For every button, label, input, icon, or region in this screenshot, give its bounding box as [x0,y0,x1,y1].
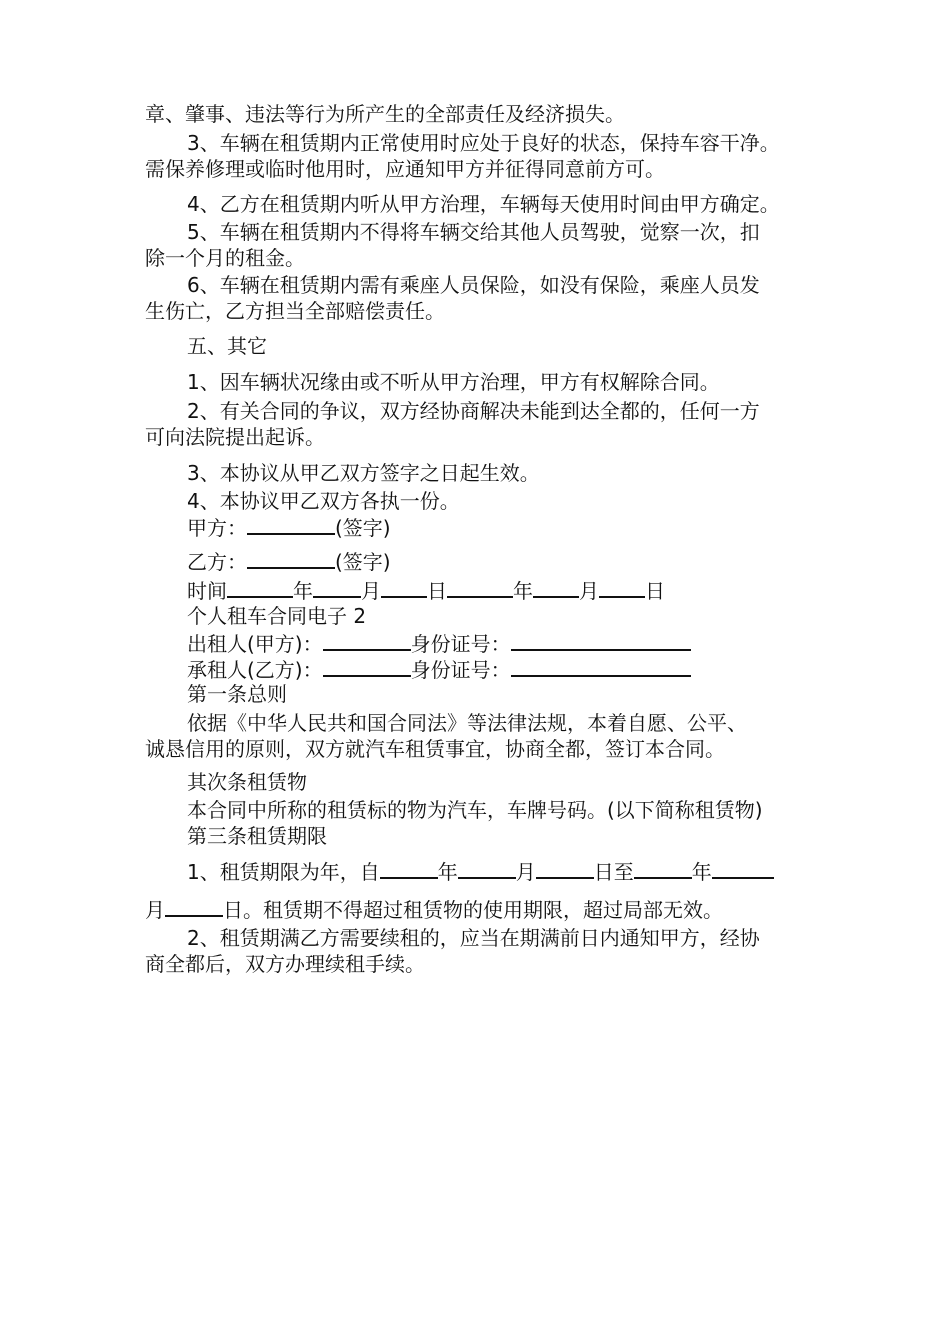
signature-suffix: (签字) [335,516,391,540]
term-line [187,859,774,884]
id-label: 身份证号： [410,632,511,656]
date-blank[interactable] [447,578,513,598]
month-text: 月 [515,860,536,884]
date-blank[interactable] [313,578,361,598]
date-blank[interactable] [227,578,293,598]
contract-title: 个人租车合同电子 2 [187,604,367,628]
signature-suffix: (签字) [335,550,391,574]
lessor-line [187,631,691,656]
date-blank[interactable] [634,859,692,879]
text-line: 需保养修理或临时他用时，应通知甲方并征得同意前方可。 [145,157,665,181]
lessee-label: 承租人(乙方)： [187,658,323,682]
month-text: 月 [579,579,599,603]
lessee-name-blank[interactable] [323,657,411,677]
text-line: 生伤亡，乙方担当全部赔偿责任。 [145,299,445,323]
month-text: 月 [361,579,381,603]
article-heading: 第一条总则 [187,682,287,706]
party-b-label: 乙方： [187,550,247,574]
text-line: 1、因车辆状况缘由或不听从甲方治理，甲方有权解除合同。 [187,370,720,394]
day-text: 日 [427,579,447,603]
id-label: 身份证号： [410,658,511,682]
text-line: 2、租赁期满乙方需要续租的，应当在期满前日内通知甲方，经协 [187,926,760,950]
day-text: 日至 [593,860,634,884]
text-line: 4、乙方在租赁期内听从甲方治理，车辆每天使用时间由甲方确定。 [187,192,780,216]
text-line: 可向法院提出起诉。 [145,425,325,449]
signature-blank[interactable] [247,549,335,569]
text-line: 6、车辆在租赁期内需有乘座人员保险，如没有保险，乘座人员发 [187,273,760,297]
text-line: 诚恳信用的原则，双方就汽车租赁事宜，协商全都，签订本合同。 [145,737,725,761]
text-line: 本合同中所称的租赁标的物为汽车，车牌号码。(以下简称租赁物) [187,798,763,822]
party-a-signature [187,515,391,540]
article-heading: 其次条租赁物 [187,770,307,794]
text-line: 3、本协议从甲乙双方签字之日起生效。 [187,461,540,485]
date-blank[interactable] [458,859,516,879]
text-line: 4、本协议甲乙双方各执一份。 [187,489,460,513]
text-line: 3、车辆在租赁期内正常使用时应处于良好的状态，保持车容干净。 [187,131,780,155]
date-blank[interactable] [536,859,594,879]
party-b-signature [187,549,391,574]
date-blank[interactable] [380,859,438,879]
year-text: 年 [437,860,458,884]
month-text: 月 [145,898,165,922]
lessor-name-blank[interactable] [323,631,411,651]
year-text: 年 [513,579,533,603]
term-line-continued [145,897,723,922]
text-line: 除一个月的租金。 [145,246,305,270]
term-prefix: 1、租赁期限为年，自 [187,860,380,884]
date-blank[interactable] [533,578,579,598]
signature-blank[interactable] [247,515,335,535]
date-blank[interactable] [712,859,774,879]
day-text: 日 [645,579,665,603]
date-blank[interactable] [381,578,427,598]
text-line: 章、肇事、违法等行为所产生的全部责任及经济损失。 [145,102,625,126]
text-line: 5、车辆在租赁期内不得将车辆交给其他人员驾驶，觉察一次，扣 [187,220,760,244]
text-line: 依据《中华人民共和国合同法》等法律法规，本着自愿、公平、 [187,711,747,735]
date-blank[interactable] [165,897,223,917]
text-line: 商全都后，双方办理续租手续。 [145,952,425,976]
year-text: 年 [293,579,313,603]
date-blank[interactable] [599,578,645,598]
text-line: 2、有关合同的争议，双方经协商解决未能到达全都的，任何一方 [187,399,760,423]
term-rest: 日。租赁期不得超过租赁物的使用期限，超过局部无效。 [223,898,723,922]
id-number-blank[interactable] [511,657,691,677]
article-heading: 第三条租赁期限 [187,824,327,848]
section-heading: 五、其它 [187,334,267,358]
party-a-label: 甲方： [187,516,247,540]
lessee-line [187,657,691,682]
id-number-blank[interactable] [511,631,691,651]
date-line [187,578,665,603]
year-text: 年 [691,860,712,884]
date-label: 时间 [187,579,227,603]
lessor-label: 出租人(甲方)： [187,632,323,656]
